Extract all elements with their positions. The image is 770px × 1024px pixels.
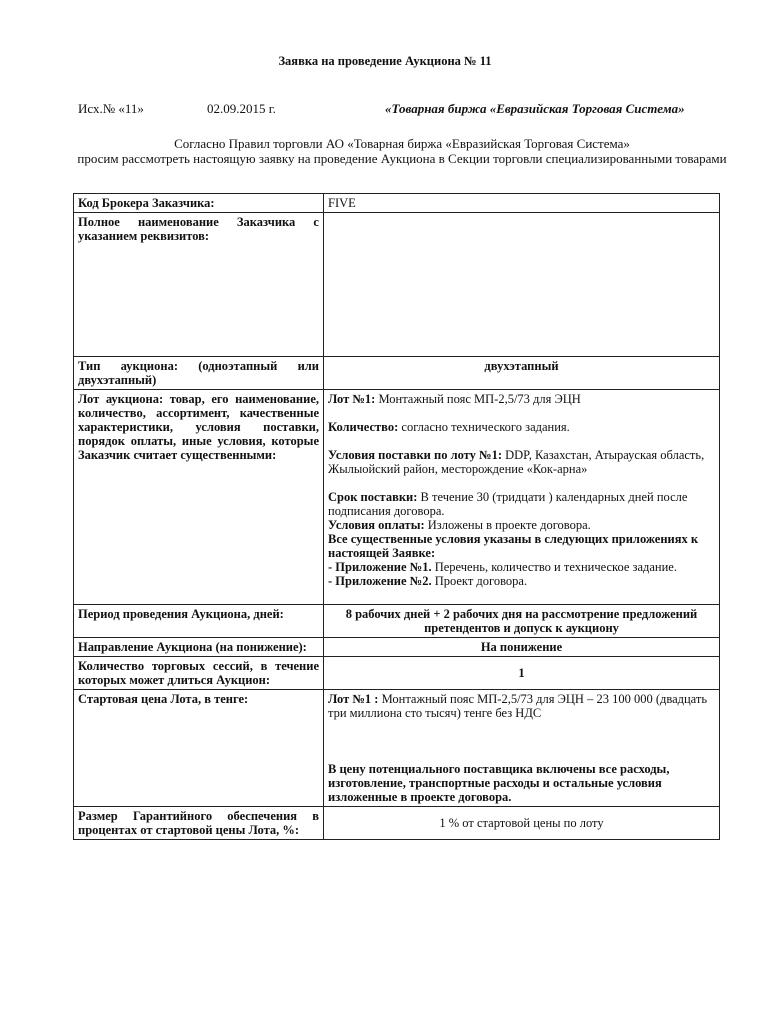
sessions-value: 1	[324, 657, 720, 690]
auction-type-value: двухэтапный	[324, 357, 720, 390]
table-row	[74, 657, 720, 690]
direction-value: На понижение	[324, 638, 720, 657]
reference-number: Исх.№ «11»	[78, 101, 144, 116]
start-price-lot-bold: Лот №1 :	[328, 692, 379, 706]
table-row	[74, 194, 720, 213]
lot-label: Лот аукциона: товар, его наименование, количество, ассортимент, качественные характеристики, условия поставки, порядок оплаты, иные условия, которые Заказчик считает существенными:	[74, 390, 324, 605]
delivery-text: DDP, Казахстан, Атырауская область, Жылыойский район, месторождение «Кок-арна»	[328, 448, 705, 476]
table-row	[74, 357, 720, 390]
period-value: 8 рабочих дней + 2 рабочих дня на рассмотрение предложений претендентов и допуск к аукциону	[324, 605, 720, 638]
payment-bold: Условия оплаты:	[328, 518, 425, 532]
appendix-1-text: Перечень, количество и техническое задание.	[431, 560, 677, 574]
intro-text	[72, 136, 732, 166]
table-row	[74, 213, 720, 357]
quantity-text: согласно технического задания.	[398, 420, 570, 434]
direction-label: Направление Аукциона (на понижение):	[74, 638, 324, 657]
appendix-2-text: Проект договора.	[431, 574, 528, 588]
table-row	[74, 690, 720, 807]
recipient-organization: «Товарная биржа «Евразийская Торговая Система»	[385, 101, 685, 116]
table-row	[74, 638, 720, 657]
table-row	[74, 390, 720, 605]
customer-name-value	[324, 213, 720, 357]
start-price-details	[324, 690, 720, 807]
appendix-1-bold: - Приложение №1.	[328, 560, 432, 574]
guarantee-label: Размер Гарантийного обеспечения в процентах от стартовой цены Лота, %:	[74, 807, 324, 840]
table-row	[74, 605, 720, 638]
term-bold: Срок поставки:	[328, 490, 418, 504]
essential-conditions: Все существенные условия указаны в следующих приложениях к настоящей Заявке:	[328, 532, 699, 560]
lot-details	[324, 390, 720, 605]
quantity-bold: Количество:	[328, 420, 399, 434]
term-text: В течение 30 (тридцати ) календарных дней после подписания договора.	[328, 490, 688, 518]
sessions-label: Количество торговых сессий, в течение которых может длиться Аукцион:	[74, 657, 324, 690]
start-price-lot-text: Монтажный пояс МП-2,5/73 для ЭЦН – 23 100 000 (двадцать три миллиона сто тысяч) тенге без НДС	[328, 692, 708, 720]
lot-title-bold: Лот №1:	[328, 392, 376, 406]
start-price-note: В цену потенциального поставщика включены все расходы, изготовление, транспортные расходы и остальные условия изложенные в проекте договора.	[328, 762, 670, 804]
table-row	[74, 807, 720, 840]
customer-name-label: Полное наименование Заказчика с указанием реквизитов:	[74, 213, 324, 357]
reference-date: 02.09.2015 г.	[207, 101, 276, 116]
broker-code-label: Код Брокера Заказчика:	[74, 194, 324, 213]
broker-code-value: FIVE	[324, 194, 720, 213]
document-title: Заявка на проведение Аукциона № 11	[278, 54, 492, 68]
appendix-2-bold: - Приложение №2.	[328, 574, 432, 588]
intro-line-1: Согласно Правил торговли АО «Товарная биржа «Евразийская Торговая Система»	[174, 136, 630, 151]
payment-text: Изложены в проекте договора.	[424, 518, 591, 532]
application-table	[73, 193, 720, 840]
guarantee-value: 1 % от стартовой цены по лоту	[324, 807, 720, 840]
period-label: Период проведения Аукциона, дней:	[74, 605, 324, 638]
lot-title-text: Монтажный пояс МП-2,5/73 для ЭЦН	[375, 392, 581, 406]
start-price-label: Стартовая цена Лота, в тенге:	[74, 690, 324, 807]
auction-type-label: Тип аукциона: (одноэтапный или двухэтапный)	[74, 357, 324, 390]
intro-line-2: просим рассмотреть настоящую заявку на проведение Аукциона в Секции торговли специализированными товарами	[77, 151, 727, 166]
delivery-bold: Условия поставки по лоту №1:	[328, 448, 502, 462]
